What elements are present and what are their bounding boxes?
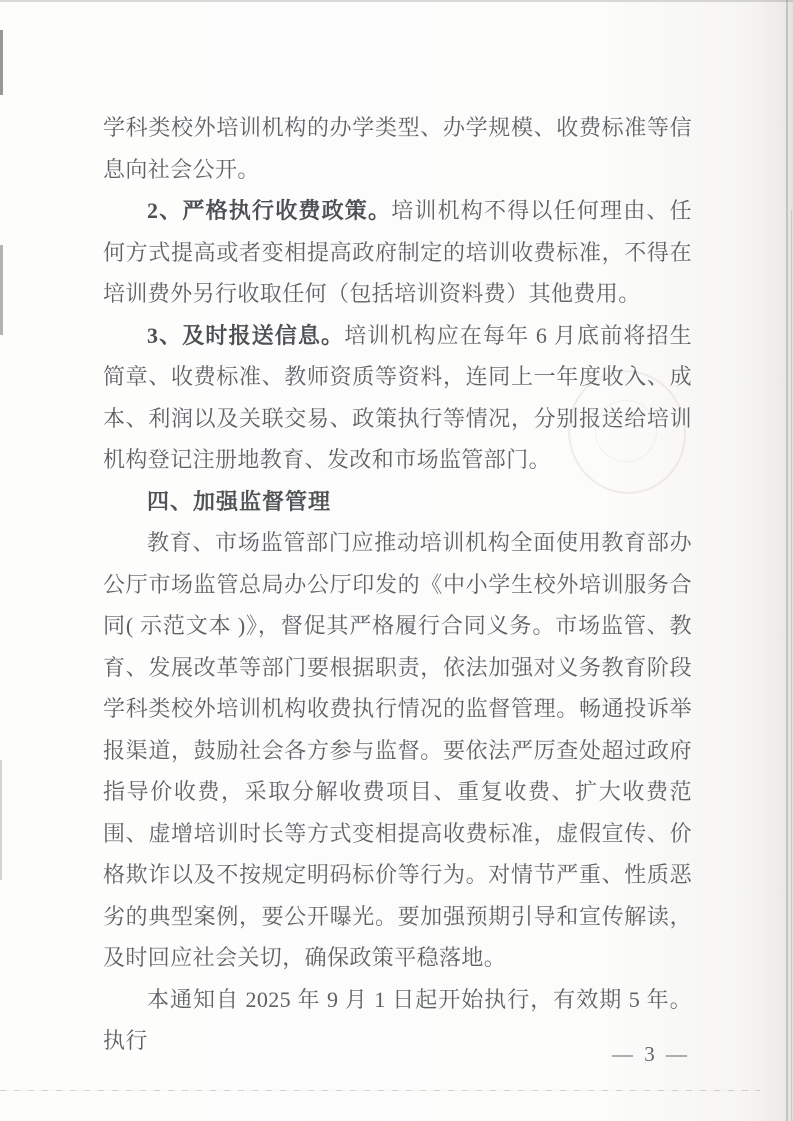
scan-edge-left-mark [0, 30, 3, 95]
paragraph-text: 培训机构不得以任何理由、任何方式提高或者变相提高政府制定的培训收费标准，不得在培训费外另行收取任何（包括培训资料费）其他费用。 [103, 198, 692, 306]
scan-edge-top [0, 0, 793, 2]
page-number: — 3 — [612, 1042, 690, 1066]
scan-edge-right-line [791, 210, 792, 1121]
scan-edge-bottom-line [0, 1090, 760, 1091]
paragraph-continuation [103, 107, 692, 190]
paragraph-text: 教育、市场监管部门应推动培训机构全面使用教育部办公厅市场监管总局办公厅印发的《中小学生校外培训服务合同( 示范文本 )》，督促其严格履行合同义务。市场监管、教育、发展改革等部门要根据职责，依法加强对义务教育阶段学科类校外培训机构收费执行情况的监督管理。畅通投诉举报渠道，鼓励社会各方参与监督。要依法严厉查处超过政府指导价收费，采取分解收费项目、重复收费、扩大收费范围、虚增培训时长等方式变相提高收费标准，虚假宣传、价格欺诈以及不按规定明码标价等行为。对情节严重、性质恶劣的典型案例，要公开曝光。要加强预期引导和宣传解读，及时回应社会关切，确保政策平稳落地。 [103, 530, 692, 970]
document-body [103, 107, 692, 1062]
paragraph-supervision [103, 522, 692, 979]
paragraph-text: 学科类校外培训机构的办学类型、办学规模、收费标准等信息向社会公开。 [103, 115, 692, 182]
paragraph-lead: 3、及时报送信息。 [147, 322, 345, 348]
scan-edge-right-line [786, 0, 788, 1121]
scan-edge-left-mark [0, 245, 3, 335]
paragraph-item-2 [103, 190, 692, 315]
paragraph-effective-date [103, 979, 692, 1062]
paragraph-text: 本通知自 2025 年 9 月 1 日起开始执行，有效期 5 年。执行 [103, 986, 692, 1053]
scan-edge-left-mark [0, 760, 2, 880]
paragraph-item-3 [103, 315, 692, 481]
section-heading-4: 四、加强监督管理 [147, 488, 332, 514]
paragraph-text: 培训机构应在每年 6 月底前将招生简章、收费标准、教师资质等资料，连同上一年度收入、成本、利润以及关联交易、政策执行等情况，分别报送给培训机构登记注册地教育、发改和市场监管部门。 [103, 322, 692, 472]
paragraph-lead: 2、严格执行收费政策。 [147, 198, 392, 223]
